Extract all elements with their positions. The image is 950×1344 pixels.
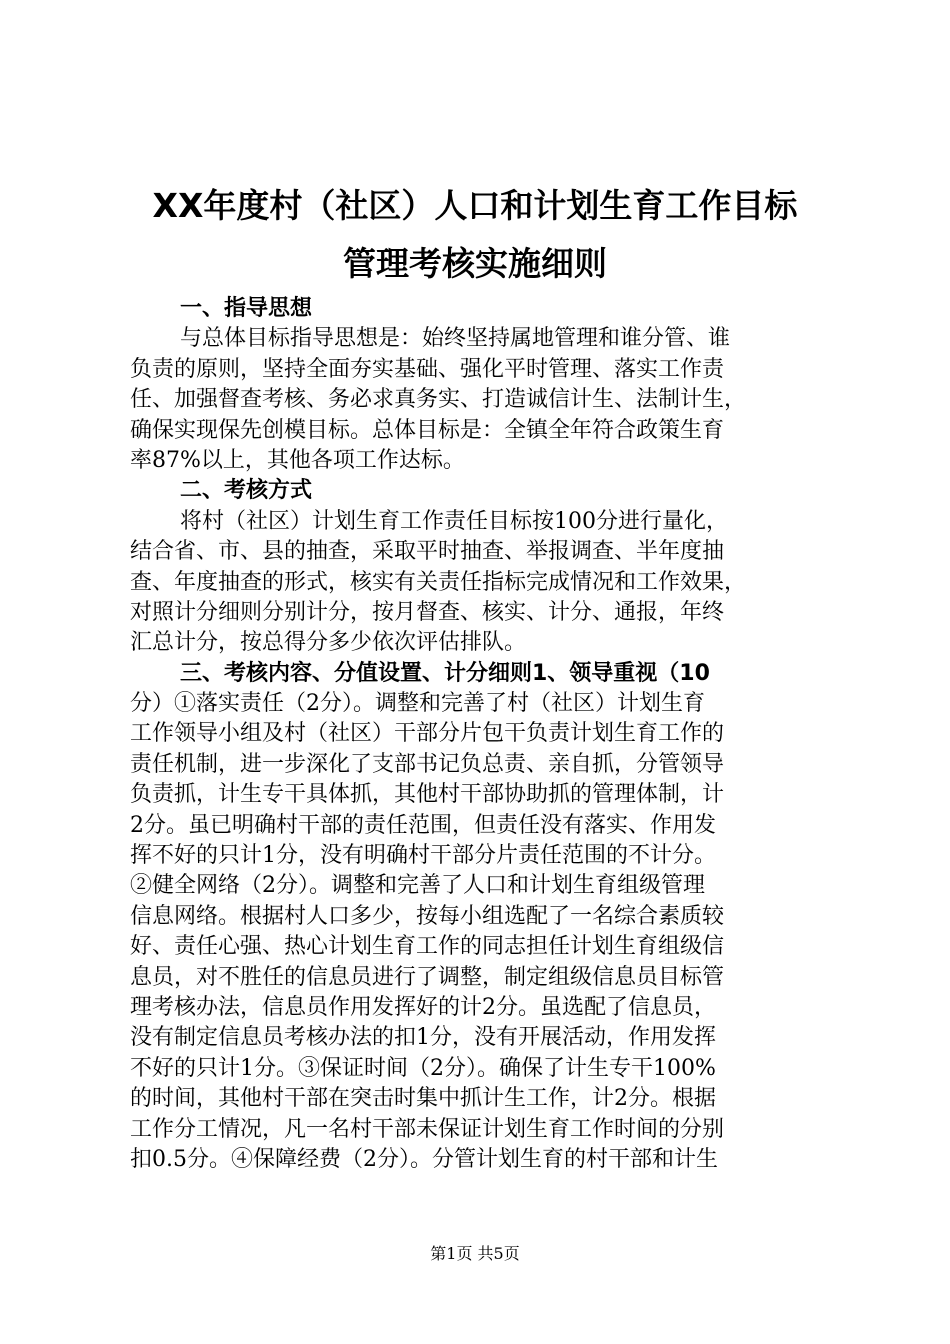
paragraph-line: 将村（社区）计划生育工作责任目标按100分进行量化， bbox=[180, 508, 728, 534]
paragraph-line: 工作分工情况，凡一名村干部未保证计划生育工作时间的分别 bbox=[130, 1116, 725, 1142]
paragraph-line: 理考核办法，信息员作用发挥好的计2分。虽选配了信息员， bbox=[130, 994, 716, 1020]
paragraph-line: 挥不好的只计1分，没有明确村干部分片责任范围的不计分。 bbox=[130, 843, 716, 869]
paragraph-line: 对照计分细则分别计分，按月督查、核实、计分、通报，年终 bbox=[130, 599, 725, 625]
document-body bbox=[130, 294, 832, 1175]
paragraph-line: 确保实现保先创模目标。总体目标是：全镇全年符合政策生育 bbox=[130, 417, 725, 443]
paragraph-line: 没有制定信息员考核办法的扣1分，没有开展活动，作用发挥 bbox=[130, 1025, 716, 1051]
section-heading-assessment-method: 二、考核方式 bbox=[180, 478, 313, 504]
paragraph-line: 不好的只计1分。③保证时间（2分）。确保了计生专干100% bbox=[130, 1055, 716, 1081]
paragraph-line: 2分。虽已明确村干部的责任范围，但责任没有落实、作用发 bbox=[130, 812, 716, 838]
page-footer: 第1页 共5页 bbox=[430, 1244, 520, 1263]
paragraph-line: 工作领导小组及村（社区）干部分片包干负责计划生育工作的 bbox=[130, 721, 725, 747]
paragraph-line: 扣0.5分。④保障经费（2分）。分管计划生育的村干部和计生 bbox=[130, 1146, 718, 1172]
section-heading-assessment-content: 三、考核内容、分值设置、计分细则1、领导重视（10 bbox=[180, 660, 710, 686]
paragraph-line: 任、加强督查考核、务必求真务实、打造诚信计生、法制计生， bbox=[130, 387, 747, 413]
section-heading-guiding-thought: 一、指导思想 bbox=[180, 296, 313, 321]
paragraph-line: 率87%以上，其他各项工作达标。 bbox=[130, 447, 465, 473]
paragraph-line: ②健全网络（2分）。调整和完善了人口和计划生育组级管理 bbox=[130, 873, 705, 899]
paragraph-line: 信息网络。根据村人口多少，按每小组选配了一名综合素质较 bbox=[130, 903, 725, 929]
paragraph-line: 查、年度抽查的形式，核实有关责任指标完成情况和工作效果， bbox=[130, 569, 747, 595]
paragraph-line: 结合省、市、县的抽查，采取平时抽查、举报调查、半年度抽 bbox=[130, 539, 725, 565]
paragraph-line: 的时间，其他村干部在突击时集中抓计生工作，计2分。根据 bbox=[130, 1086, 716, 1112]
paragraph-line: 好、责任心强、热心计划生育工作的同志担任计划生育组级信 bbox=[130, 934, 725, 960]
paragraph-line: 息员，对不胜任的信息员进行了调整，制定组级信息员目标管 bbox=[130, 964, 725, 990]
paragraph-line: 负责的原则，坚持全面夯实基础、强化平时管理、落实工作责 bbox=[130, 356, 725, 382]
paragraph-line: 负责抓，计生专干具体抓，其他村干部协助抓的管理体制，计 bbox=[130, 782, 725, 808]
paragraph-line: 责任机制，进一步深化了支部书记负总责、亲自抓，分管领导 bbox=[130, 751, 725, 777]
paragraph-line: 汇总计分，按总得分多少依次评估排队。 bbox=[130, 630, 527, 656]
paragraph-line: 分）①落实责任（2分）。调整和完善了村（社区）计划生育 bbox=[130, 691, 705, 717]
document-title-line-1: XX年度村（社区）人口和计划生育工作目标 bbox=[152, 186, 798, 225]
document-title-line-2: 管理考核实施细则 bbox=[343, 244, 607, 283]
paragraph-line: 与总体目标指导思想是：始终坚持属地管理和谁分管、谁 bbox=[180, 326, 731, 352]
